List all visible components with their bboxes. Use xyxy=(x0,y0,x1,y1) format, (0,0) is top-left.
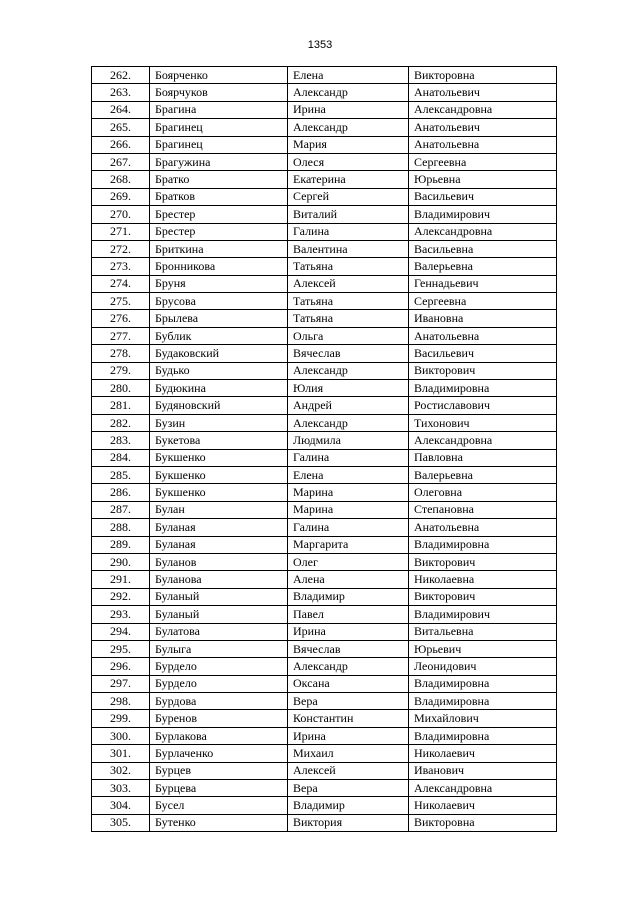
patronymic-cell: Викторовна xyxy=(409,67,557,84)
last-name-cell: Брагинец xyxy=(150,119,288,136)
last-name-cell: Брагужина xyxy=(150,153,288,170)
first-name-cell: Татьяна xyxy=(288,293,409,310)
table-row xyxy=(92,484,557,501)
row-number-cell: 298. xyxy=(92,693,150,710)
row-number-cell: 266. xyxy=(92,136,150,153)
row-number-cell: 286. xyxy=(92,484,150,501)
patronymic-cell: Михайлович xyxy=(409,710,557,727)
patronymic-cell: Ростиславович xyxy=(409,397,557,414)
first-name-cell: Александр xyxy=(288,362,409,379)
last-name-cell: Брагинец xyxy=(150,136,288,153)
table-row xyxy=(92,345,557,362)
last-name-cell: Букетова xyxy=(150,432,288,449)
table-row xyxy=(92,710,557,727)
patronymic-cell: Тихонович xyxy=(409,414,557,431)
table-row xyxy=(92,84,557,101)
table-row xyxy=(92,466,557,483)
row-number-cell: 290. xyxy=(92,553,150,570)
first-name-cell: Алена xyxy=(288,571,409,588)
first-name-cell: Валентина xyxy=(288,240,409,257)
first-name-cell: Сергей xyxy=(288,188,409,205)
table-row xyxy=(92,658,557,675)
row-number-cell: 292. xyxy=(92,588,150,605)
row-number-cell: 272. xyxy=(92,240,150,257)
patronymic-cell: Васильевна xyxy=(409,240,557,257)
last-name-cell: Букшенко xyxy=(150,449,288,466)
row-number-cell: 293. xyxy=(92,606,150,623)
last-name-cell: Буланая xyxy=(150,536,288,553)
table-row xyxy=(92,501,557,518)
table-row xyxy=(92,206,557,223)
first-name-cell: Марина xyxy=(288,484,409,501)
patronymic-cell: Витальевна xyxy=(409,623,557,640)
table-row xyxy=(92,588,557,605)
first-name-cell: Ирина xyxy=(288,727,409,744)
names-table xyxy=(91,66,557,832)
last-name-cell: Бурдело xyxy=(150,675,288,692)
patronymic-cell: Владимировна xyxy=(409,380,557,397)
patronymic-cell: Владимировна xyxy=(409,727,557,744)
first-name-cell: Людмила xyxy=(288,432,409,449)
last-name-cell: Бурдело xyxy=(150,658,288,675)
table-row xyxy=(92,293,557,310)
row-number-cell: 280. xyxy=(92,380,150,397)
first-name-cell: Владимир xyxy=(288,588,409,605)
last-name-cell: Букшенко xyxy=(150,484,288,501)
first-name-cell: Оксана xyxy=(288,675,409,692)
first-name-cell: Александр xyxy=(288,119,409,136)
table-row xyxy=(92,414,557,431)
table-row xyxy=(92,745,557,762)
row-number-cell: 275. xyxy=(92,293,150,310)
patronymic-cell: Олеговна xyxy=(409,484,557,501)
row-number-cell: 285. xyxy=(92,466,150,483)
patronymic-cell: Анатольевич xyxy=(409,84,557,101)
first-name-cell: Маргарита xyxy=(288,536,409,553)
table-row xyxy=(92,536,557,553)
row-number-cell: 295. xyxy=(92,640,150,657)
table-row xyxy=(92,762,557,779)
table-row xyxy=(92,258,557,275)
last-name-cell: Брестер xyxy=(150,223,288,240)
first-name-cell: Марина xyxy=(288,501,409,518)
table-row xyxy=(92,693,557,710)
last-name-cell: Буланова xyxy=(150,571,288,588)
first-name-cell: Александр xyxy=(288,658,409,675)
first-name-cell: Олег xyxy=(288,553,409,570)
patronymic-cell: Анатольевна xyxy=(409,327,557,344)
last-name-cell: Бриткина xyxy=(150,240,288,257)
last-name-cell: Бублик xyxy=(150,327,288,344)
last-name-cell: Бусел xyxy=(150,797,288,814)
table-row xyxy=(92,240,557,257)
first-name-cell: Виталий xyxy=(288,206,409,223)
first-name-cell: Владимир xyxy=(288,797,409,814)
table-row xyxy=(92,571,557,588)
table-row xyxy=(92,814,557,831)
table-row xyxy=(92,380,557,397)
row-number-cell: 268. xyxy=(92,171,150,188)
patronymic-cell: Владимировна xyxy=(409,675,557,692)
table-row xyxy=(92,171,557,188)
table-row xyxy=(92,449,557,466)
patronymic-cell: Геннадьевич xyxy=(409,275,557,292)
table-row xyxy=(92,67,557,84)
row-number-cell: 296. xyxy=(92,658,150,675)
table-row xyxy=(92,362,557,379)
patronymic-cell: Павловна xyxy=(409,449,557,466)
last-name-cell: Бурцев xyxy=(150,762,288,779)
last-name-cell: Брылева xyxy=(150,310,288,327)
first-name-cell: Вячеслав xyxy=(288,345,409,362)
first-name-cell: Татьяна xyxy=(288,258,409,275)
last-name-cell: Бузин xyxy=(150,414,288,431)
last-name-cell: Будько xyxy=(150,362,288,379)
page-number: 1353 xyxy=(307,39,333,51)
row-number-cell: 262. xyxy=(92,67,150,84)
row-number-cell: 303. xyxy=(92,780,150,797)
patronymic-cell: Александровна xyxy=(409,223,557,240)
patronymic-cell: Владимирович xyxy=(409,206,557,223)
first-name-cell: Вера xyxy=(288,780,409,797)
row-number-cell: 297. xyxy=(92,675,150,692)
table-row xyxy=(92,432,557,449)
row-number-cell: 299. xyxy=(92,710,150,727)
table-row xyxy=(92,327,557,344)
row-number-cell: 281. xyxy=(92,397,150,414)
patronymic-cell: Степановна xyxy=(409,501,557,518)
table-row xyxy=(92,780,557,797)
last-name-cell: Братков xyxy=(150,188,288,205)
patronymic-cell: Анатольевич xyxy=(409,119,557,136)
patronymic-cell: Юрьевич xyxy=(409,640,557,657)
patronymic-cell: Васильевич xyxy=(409,345,557,362)
patronymic-cell: Александровна xyxy=(409,780,557,797)
row-number-cell: 300. xyxy=(92,727,150,744)
table-row xyxy=(92,188,557,205)
first-name-cell: Андрей xyxy=(288,397,409,414)
first-name-cell: Елена xyxy=(288,67,409,84)
first-name-cell: Михаил xyxy=(288,745,409,762)
last-name-cell: Бурцева xyxy=(150,780,288,797)
row-number-cell: 264. xyxy=(92,101,150,118)
first-name-cell: Павел xyxy=(288,606,409,623)
last-name-cell: Брагина xyxy=(150,101,288,118)
patronymic-cell: Викторович xyxy=(409,553,557,570)
patronymic-cell: Валерьевна xyxy=(409,466,557,483)
row-number-cell: 288. xyxy=(92,519,150,536)
first-name-cell: Елена xyxy=(288,466,409,483)
patronymic-cell: Анатольевна xyxy=(409,136,557,153)
row-number-cell: 279. xyxy=(92,362,150,379)
table-row xyxy=(92,675,557,692)
first-name-cell: Екатерина xyxy=(288,171,409,188)
first-name-cell: Ирина xyxy=(288,101,409,118)
first-name-cell: Галина xyxy=(288,449,409,466)
patronymic-cell: Викторович xyxy=(409,588,557,605)
first-name-cell: Александр xyxy=(288,84,409,101)
row-number-cell: 273. xyxy=(92,258,150,275)
table-row xyxy=(92,153,557,170)
last-name-cell: Брусова xyxy=(150,293,288,310)
table-row xyxy=(92,553,557,570)
first-name-cell: Ольга xyxy=(288,327,409,344)
row-number-cell: 269. xyxy=(92,188,150,205)
last-name-cell: Буланая xyxy=(150,519,288,536)
row-number-cell: 267. xyxy=(92,153,150,170)
row-number-cell: 271. xyxy=(92,223,150,240)
patronymic-cell: Владимирович xyxy=(409,606,557,623)
patronymic-cell: Владимировна xyxy=(409,693,557,710)
patronymic-cell: Викторович xyxy=(409,362,557,379)
last-name-cell: Буланов xyxy=(150,553,288,570)
row-number-cell: 278. xyxy=(92,345,150,362)
row-number-cell: 283. xyxy=(92,432,150,449)
row-number-cell: 276. xyxy=(92,310,150,327)
last-name-cell: Братко xyxy=(150,171,288,188)
table-row xyxy=(92,275,557,292)
row-number-cell: 287. xyxy=(92,501,150,518)
row-number-cell: 277. xyxy=(92,327,150,344)
table-row xyxy=(92,640,557,657)
last-name-cell: Бурдова xyxy=(150,693,288,710)
last-name-cell: Будюкина xyxy=(150,380,288,397)
first-name-cell: Олеся xyxy=(288,153,409,170)
patronymic-cell: Сергеевна xyxy=(409,153,557,170)
last-name-cell: Будаковский xyxy=(150,345,288,362)
row-number-cell: 304. xyxy=(92,797,150,814)
row-number-cell: 274. xyxy=(92,275,150,292)
first-name-cell: Вячеслав xyxy=(288,640,409,657)
last-name-cell: Бронникова xyxy=(150,258,288,275)
table-row xyxy=(92,101,557,118)
table-row xyxy=(92,797,557,814)
patronymic-cell: Иванович xyxy=(409,762,557,779)
patronymic-cell: Николаевич xyxy=(409,797,557,814)
last-name-cell: Буланый xyxy=(150,606,288,623)
table-row xyxy=(92,310,557,327)
patronymic-cell: Владимировна xyxy=(409,536,557,553)
last-name-cell: Будяновский xyxy=(150,397,288,414)
last-name-cell: Букшенко xyxy=(150,466,288,483)
patronymic-cell: Николаевна xyxy=(409,571,557,588)
first-name-cell: Юлия xyxy=(288,380,409,397)
patronymic-cell: Александровна xyxy=(409,432,557,449)
row-number-cell: 291. xyxy=(92,571,150,588)
last-name-cell: Боярченко xyxy=(150,67,288,84)
names-table-body xyxy=(92,67,557,832)
row-number-cell: 302. xyxy=(92,762,150,779)
first-name-cell: Виктория xyxy=(288,814,409,831)
last-name-cell: Бутенко xyxy=(150,814,288,831)
first-name-cell: Татьяна xyxy=(288,310,409,327)
first-name-cell: Ирина xyxy=(288,623,409,640)
patronymic-cell: Юрьевна xyxy=(409,171,557,188)
first-name-cell: Галина xyxy=(288,519,409,536)
last-name-cell: Брестер xyxy=(150,206,288,223)
row-number-cell: 284. xyxy=(92,449,150,466)
last-name-cell: Буренов xyxy=(150,710,288,727)
last-name-cell: Бурлакова xyxy=(150,727,288,744)
row-number-cell: 305. xyxy=(92,814,150,831)
last-name-cell: Бруня xyxy=(150,275,288,292)
patronymic-cell: Викторовна xyxy=(409,814,557,831)
first-name-cell: Константин xyxy=(288,710,409,727)
table-row xyxy=(92,623,557,640)
table-row xyxy=(92,397,557,414)
last-name-cell: Булыга xyxy=(150,640,288,657)
patronymic-cell: Васильевич xyxy=(409,188,557,205)
first-name-cell: Мария xyxy=(288,136,409,153)
row-number-cell: 294. xyxy=(92,623,150,640)
last-name-cell: Боярчуков xyxy=(150,84,288,101)
row-number-cell: 289. xyxy=(92,536,150,553)
table-row xyxy=(92,606,557,623)
table-row xyxy=(92,727,557,744)
first-name-cell: Алексей xyxy=(288,275,409,292)
table-row xyxy=(92,136,557,153)
last-name-cell: Булан xyxy=(150,501,288,518)
patronymic-cell: Ивановна xyxy=(409,310,557,327)
row-number-cell: 282. xyxy=(92,414,150,431)
table-row xyxy=(92,223,557,240)
table-row xyxy=(92,119,557,136)
patronymic-cell: Леонидович xyxy=(409,658,557,675)
patronymic-cell: Анатольевна xyxy=(409,519,557,536)
first-name-cell: Галина xyxy=(288,223,409,240)
first-name-cell: Александр xyxy=(288,414,409,431)
row-number-cell: 263. xyxy=(92,84,150,101)
table-row xyxy=(92,519,557,536)
last-name-cell: Булатова xyxy=(150,623,288,640)
patronymic-cell: Александровна xyxy=(409,101,557,118)
last-name-cell: Буланый xyxy=(150,588,288,605)
first-name-cell: Алексей xyxy=(288,762,409,779)
patronymic-cell: Сергеевна xyxy=(409,293,557,310)
patronymic-cell: Валерьевна xyxy=(409,258,557,275)
first-name-cell: Вера xyxy=(288,693,409,710)
row-number-cell: 270. xyxy=(92,206,150,223)
row-number-cell: 301. xyxy=(92,745,150,762)
patronymic-cell: Николаевич xyxy=(409,745,557,762)
last-name-cell: Бурлаченко xyxy=(150,745,288,762)
row-number-cell: 265. xyxy=(92,119,150,136)
